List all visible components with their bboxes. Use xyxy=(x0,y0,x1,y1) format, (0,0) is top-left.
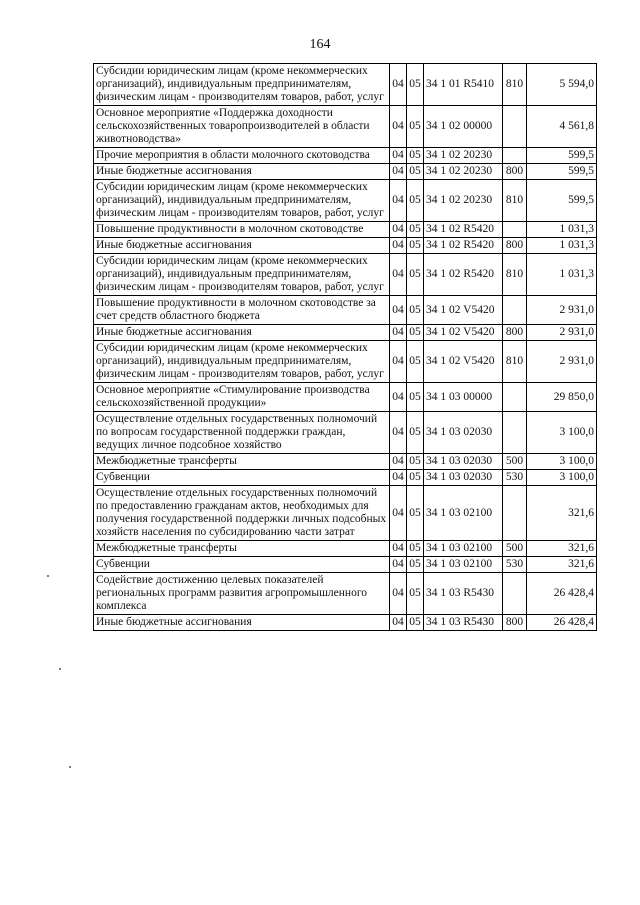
expense-name-cell: Субсидии юридическим лицам (кроме некоммерческих организаций), индивидуальным предпринимателям, физическим лицам - производителям товаров, работ, услуг xyxy=(94,180,390,222)
section-code-cell: 04 xyxy=(390,238,407,254)
subsection-code-cell: 05 xyxy=(407,341,424,383)
target-article-cell: 34 1 02 20230 xyxy=(424,164,503,180)
target-article-cell: 34 1 03 02100 xyxy=(424,541,503,557)
section-code-cell: 04 xyxy=(390,486,407,541)
expense-type-cell: 800 xyxy=(503,325,527,341)
table-row xyxy=(94,486,597,541)
expense-name-cell: Повышение продуктивности в молочном скотоводстве xyxy=(94,222,390,238)
expense-name-cell: Осуществление отдельных государственных полномочий по вопросам государственной поддержки граждан, ведущих личное подсобное хозяйство xyxy=(94,412,390,454)
section-code-cell: 04 xyxy=(390,412,407,454)
subsection-code-cell: 05 xyxy=(407,148,424,164)
target-article-cell: 34 1 01 R5410 xyxy=(424,64,503,106)
target-article-cell: 34 1 02 00000 xyxy=(424,106,503,148)
subsection-code-cell: 05 xyxy=(407,470,424,486)
expense-name-cell: Субвенции xyxy=(94,557,390,573)
amount-cell: 2 931,0 xyxy=(527,325,597,341)
target-article-cell: 34 1 03 02100 xyxy=(424,486,503,541)
subsection-code-cell: 05 xyxy=(407,106,424,148)
subsection-code-cell: 05 xyxy=(407,180,424,222)
target-article-cell: 34 1 03 02030 xyxy=(424,470,503,486)
scan-speck xyxy=(59,668,61,670)
table-row xyxy=(94,180,597,222)
amount-cell: 321,6 xyxy=(527,486,597,541)
subsection-code-cell: 05 xyxy=(407,573,424,615)
target-article-cell: 34 1 03 02030 xyxy=(424,454,503,470)
subsection-code-cell: 05 xyxy=(407,454,424,470)
page-number: 164 xyxy=(309,37,331,52)
target-article-cell: 34 1 03 00000 xyxy=(424,383,503,412)
subsection-code-cell: 05 xyxy=(407,615,424,631)
expense-type-cell xyxy=(503,412,527,454)
subsection-code-cell: 05 xyxy=(407,254,424,296)
target-article-cell: 34 1 03 R5430 xyxy=(424,615,503,631)
expense-type-cell xyxy=(503,486,527,541)
table-row xyxy=(94,222,597,238)
section-code-cell: 04 xyxy=(390,470,407,486)
section-code-cell: 04 xyxy=(390,573,407,615)
table-row xyxy=(94,412,597,454)
amount-cell: 599,5 xyxy=(527,164,597,180)
expense-type-cell xyxy=(503,573,527,615)
subsection-code-cell: 05 xyxy=(407,383,424,412)
budget-table-body xyxy=(94,64,597,631)
expense-name-cell: Межбюджетные трансферты xyxy=(94,541,390,557)
target-article-cell: 34 1 02 R5420 xyxy=(424,238,503,254)
section-code-cell: 04 xyxy=(390,164,407,180)
target-article-cell: 34 1 02 V5420 xyxy=(424,341,503,383)
section-code-cell: 04 xyxy=(390,325,407,341)
section-code-cell: 04 xyxy=(390,106,407,148)
section-code-cell: 04 xyxy=(390,296,407,325)
amount-cell: 5 594,0 xyxy=(527,64,597,106)
expense-type-cell: 500 xyxy=(503,541,527,557)
amount-cell: 1 031,3 xyxy=(527,222,597,238)
amount-cell: 2 931,0 xyxy=(527,341,597,383)
target-article-cell: 34 1 03 02030 xyxy=(424,412,503,454)
expense-name-cell: Субсидии юридическим лицам (кроме некоммерческих организаций), индивидуальным предпринимателям, физическим лицам - производителям товаров, работ, услуг xyxy=(94,341,390,383)
expense-name-cell: Осуществление отдельных государственных полномочий по предоставлению гражданам актов, необходимых для получения государственной поддержки личных подсобных хозяйств населения по субсидированию части затрат xyxy=(94,486,390,541)
table-row xyxy=(94,341,597,383)
subsection-code-cell: 05 xyxy=(407,541,424,557)
table-row xyxy=(94,238,597,254)
expense-name-cell: Иные бюджетные ассигнования xyxy=(94,164,390,180)
expense-type-cell xyxy=(503,106,527,148)
target-article-cell: 34 1 02 20230 xyxy=(424,180,503,222)
section-code-cell: 04 xyxy=(390,148,407,164)
section-code-cell: 04 xyxy=(390,383,407,412)
target-article-cell: 34 1 02 R5420 xyxy=(424,222,503,238)
section-code-cell: 04 xyxy=(390,557,407,573)
expense-type-cell xyxy=(503,296,527,325)
expense-name-cell: Межбюджетные трансферты xyxy=(94,454,390,470)
table-row xyxy=(94,254,597,296)
table-row xyxy=(94,557,597,573)
scan-speck xyxy=(47,575,49,577)
subsection-code-cell: 05 xyxy=(407,222,424,238)
subsection-code-cell: 05 xyxy=(407,412,424,454)
expense-name-cell: Субсидии юридическим лицам (кроме некоммерческих организаций), индивидуальным предпринимателям, физическим лицам - производителям товаров, работ, услуг xyxy=(94,254,390,296)
expense-name-cell: Основное мероприятие «Поддержка доходности сельскохозяйственных товаропроизводителей в области животноводства» xyxy=(94,106,390,148)
section-code-cell: 04 xyxy=(390,615,407,631)
expense-type-cell xyxy=(503,148,527,164)
amount-cell: 26 428,4 xyxy=(527,573,597,615)
table-row xyxy=(94,296,597,325)
section-code-cell: 04 xyxy=(390,254,407,296)
amount-cell: 2 931,0 xyxy=(527,296,597,325)
subsection-code-cell: 05 xyxy=(407,164,424,180)
table-row xyxy=(94,164,597,180)
table-row xyxy=(94,615,597,631)
target-article-cell: 34 1 03 R5430 xyxy=(424,573,503,615)
subsection-code-cell: 05 xyxy=(407,64,424,106)
subsection-code-cell: 05 xyxy=(407,238,424,254)
expense-type-cell: 800 xyxy=(503,164,527,180)
subsection-code-cell: 05 xyxy=(407,557,424,573)
amount-cell: 29 850,0 xyxy=(527,383,597,412)
table-row xyxy=(94,383,597,412)
amount-cell: 3 100,0 xyxy=(527,454,597,470)
section-code-cell: 04 xyxy=(390,541,407,557)
expense-name-cell: Субвенции xyxy=(94,470,390,486)
table-row xyxy=(94,470,597,486)
amount-cell: 321,6 xyxy=(527,557,597,573)
amount-cell: 3 100,0 xyxy=(527,412,597,454)
expense-name-cell: Иные бюджетные ассигнования xyxy=(94,238,390,254)
subsection-code-cell: 05 xyxy=(407,486,424,541)
target-article-cell: 34 1 02 20230 xyxy=(424,148,503,164)
target-article-cell: 34 1 02 V5420 xyxy=(424,325,503,341)
amount-cell: 321,6 xyxy=(527,541,597,557)
expense-type-cell: 530 xyxy=(503,470,527,486)
expense-type-cell xyxy=(503,222,527,238)
section-code-cell: 04 xyxy=(390,180,407,222)
expense-type-cell: 800 xyxy=(503,238,527,254)
section-code-cell: 04 xyxy=(390,64,407,106)
expense-type-cell: 810 xyxy=(503,254,527,296)
table-row xyxy=(94,541,597,557)
amount-cell: 1 031,3 xyxy=(527,238,597,254)
expense-type-cell: 800 xyxy=(503,615,527,631)
expense-name-cell: Повышение продуктивности в молочном скотоводстве за счет средств областного бюджета xyxy=(94,296,390,325)
scan-speck xyxy=(69,766,71,768)
expense-name-cell: Иные бюджетные ассигнования xyxy=(94,325,390,341)
table-row xyxy=(94,454,597,470)
expense-type-cell: 810 xyxy=(503,64,527,106)
section-code-cell: 04 xyxy=(390,222,407,238)
amount-cell: 3 100,0 xyxy=(527,470,597,486)
target-article-cell: 34 1 02 R5420 xyxy=(424,254,503,296)
expense-type-cell: 530 xyxy=(503,557,527,573)
subsection-code-cell: 05 xyxy=(407,296,424,325)
amount-cell: 599,5 xyxy=(527,148,597,164)
expense-name-cell: Содействие достижению целевых показателей региональных программ развития агропромышленного комплекса xyxy=(94,573,390,615)
section-code-cell: 04 xyxy=(390,454,407,470)
budget-table xyxy=(93,63,597,631)
amount-cell: 1 031,3 xyxy=(527,254,597,296)
table-row xyxy=(94,64,597,106)
expense-name-cell: Субсидии юридическим лицам (кроме некоммерческих организаций), индивидуальным предпринимателям, физическим лицам - производителям товаров, работ, услуг xyxy=(94,64,390,106)
table-row xyxy=(94,148,597,164)
subsection-code-cell: 05 xyxy=(407,325,424,341)
expense-type-cell xyxy=(503,383,527,412)
amount-cell: 4 561,8 xyxy=(527,106,597,148)
table-row xyxy=(94,106,597,148)
target-article-cell: 34 1 03 02100 xyxy=(424,557,503,573)
expense-type-cell: 810 xyxy=(503,180,527,222)
section-code-cell: 04 xyxy=(390,341,407,383)
expense-name-cell: Прочие мероприятия в области молочного скотоводства xyxy=(94,148,390,164)
amount-cell: 26 428,4 xyxy=(527,615,597,631)
target-article-cell: 34 1 02 V5420 xyxy=(424,296,503,325)
expense-name-cell: Иные бюджетные ассигнования xyxy=(94,615,390,631)
amount-cell: 599,5 xyxy=(527,180,597,222)
table-row xyxy=(94,325,597,341)
expense-type-cell: 500 xyxy=(503,454,527,470)
expense-name-cell: Основное мероприятие «Стимулирование производства сельскохозяйственной продукции» xyxy=(94,383,390,412)
table-row xyxy=(94,573,597,615)
expense-type-cell: 810 xyxy=(503,341,527,383)
